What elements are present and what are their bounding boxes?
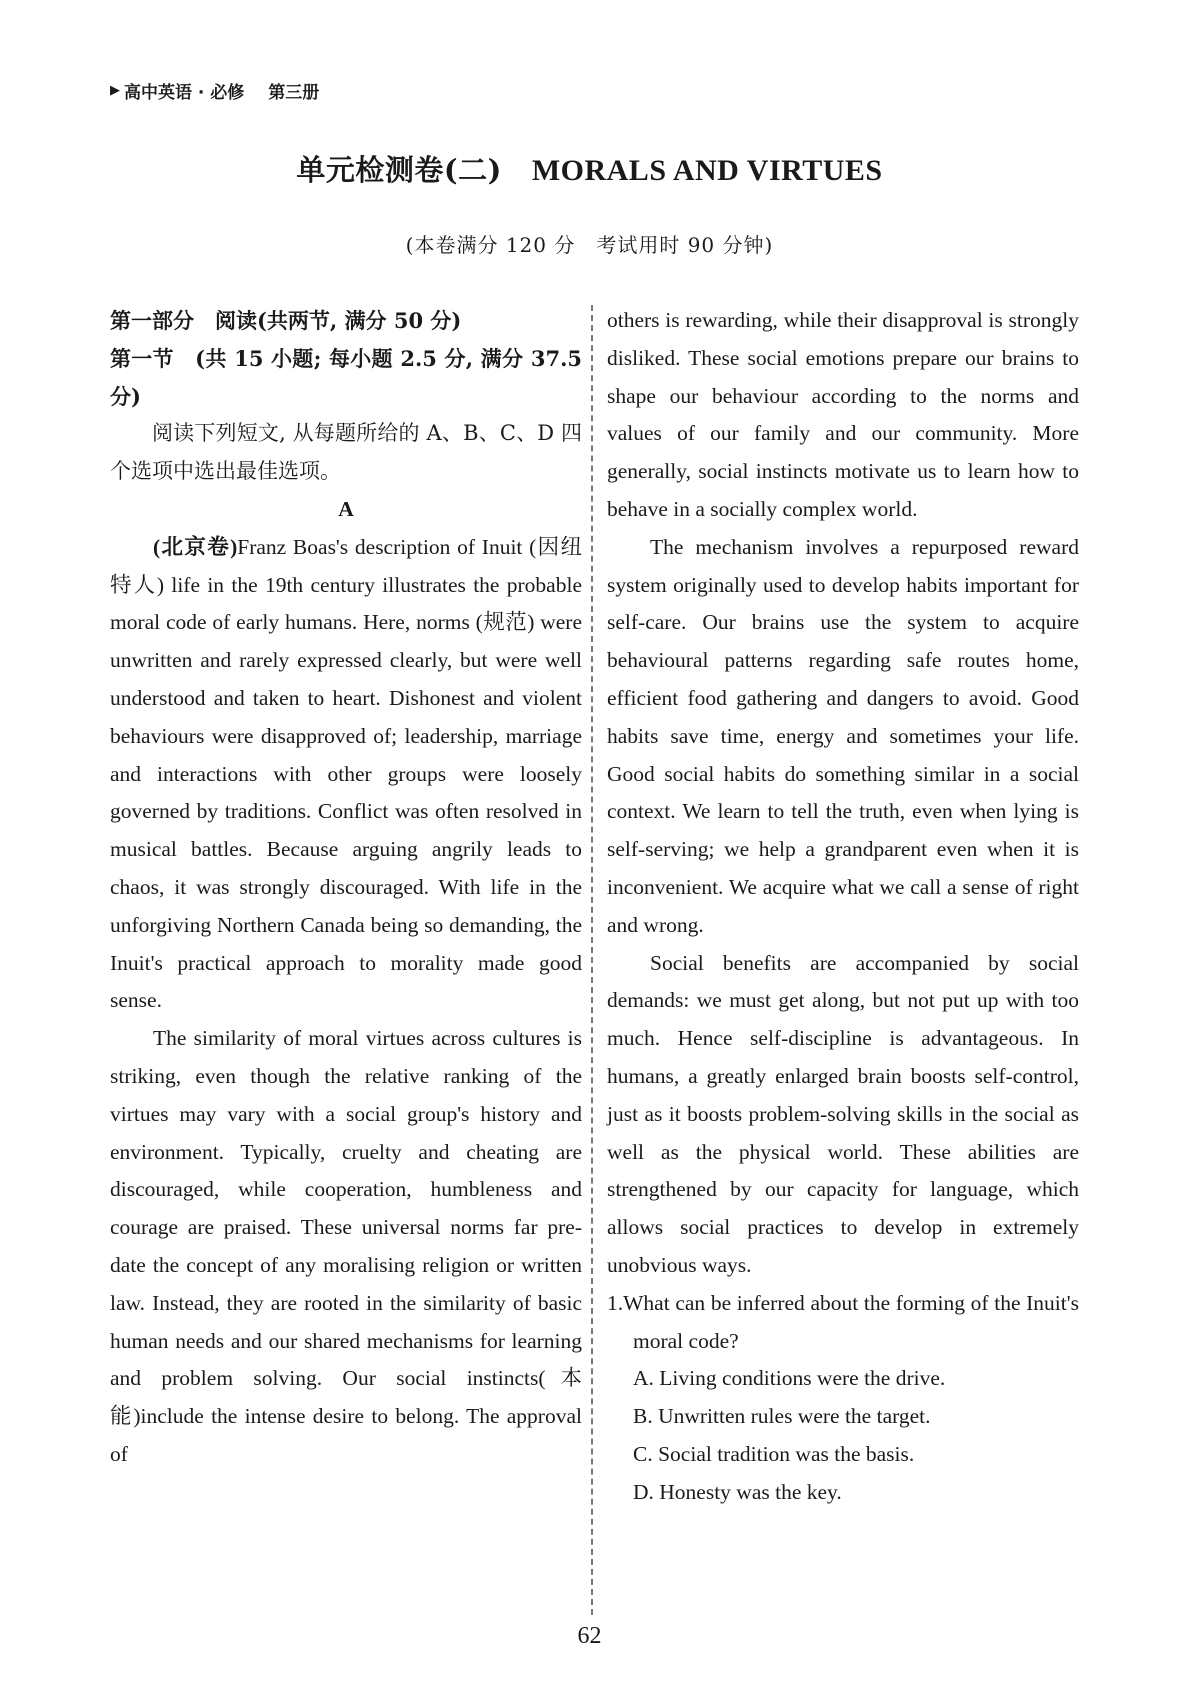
part-heading: 第一部分 阅读(共两节, 满分 50 分) bbox=[110, 308, 462, 333]
passage-paragraph-2: The similarity of moral virtues across cultures is striking, even though the relative ranking of the virtues may vary with a social group's history and environment. Typically, cruelty and cheating are discouraged, while cooperation, humbleness and courage are praised. These universal norms far pre-date the concept of any moralising religion or written law. Instead, they are rooted in the similarity of basic human needs and our shared mechanisms for learning and problem solving. Our social instincts(本能)include the intense desire to belong. The approval of bbox=[110, 1026, 582, 1466]
left-column bbox=[110, 302, 582, 1474]
arrow-icon: ▶ bbox=[110, 83, 120, 98]
right-column bbox=[607, 302, 1079, 1512]
title-cn: 单元检测卷(二) bbox=[296, 153, 502, 187]
passage-paragraph-1 bbox=[110, 529, 582, 1020]
book-name: 高中英语 · 必修 bbox=[124, 83, 245, 103]
column-divider bbox=[591, 305, 593, 1615]
question-stem: What can be inferred about the forming of the Inuit's moral code? bbox=[623, 1290, 1079, 1353]
passage-paragraph-3: The mechanism involves a repurposed reward system originally used to develop habits important for self-care. Our brains use the system to acquire behavioural patterns regarding safe routes home, efficient food gathering and dangers to avoid. Good habits save time, energy and sometimes your life. Good social habits do something similar in a social context. We learn to tell the truth, even when lying is self-serving; we help a grandparent even when it is inconvenient. We acquire what we call a sense of right and wrong. bbox=[607, 534, 1079, 937]
question-option-d: D. Honesty was the key. bbox=[633, 1479, 842, 1504]
title-en: MORALS AND VIRTUES bbox=[531, 154, 883, 187]
book-header bbox=[110, 78, 319, 103]
page-number: 62 bbox=[577, 1623, 602, 1649]
question-option-b: B. Unwritten rules were the target. bbox=[633, 1404, 931, 1429]
passage-paragraph-2-continued: others is rewarding, while their disapproval is strongly disliked. These social emotions prepare our brains to shape our behaviour according to the norms and values of our family and our community. More generally, social instincts motivate us to learn how to behave in a socially complex world. bbox=[607, 308, 1079, 521]
passage-label: A bbox=[338, 496, 354, 521]
question-1 bbox=[607, 1285, 1079, 1361]
section-heading: 第一节 (共 15 小题; 每小题 2.5 分, 满分 37.5 分) bbox=[110, 345, 582, 409]
source-label: (北京卷) bbox=[153, 534, 238, 559]
question-option-a: A. Living conditions were the drive. bbox=[633, 1366, 946, 1391]
passage-paragraph-4: Social benefits are accompanied by social demands: we must get along, but not put up with too much. Hence self-discipline is advantageous. In humans, a greatly enlarged brain boosts self-control, just as it boosts problem-solving skills in the social as well as the physical world. These abilities are strengthened by our capacity for language, which allows social practices to develop in extremely unobvious ways. bbox=[607, 950, 1079, 1277]
page-title bbox=[0, 148, 1179, 189]
question-number: 1. bbox=[607, 1290, 624, 1315]
exam-info: (本卷满分 120 分 考试用时 90 分钟) bbox=[405, 233, 774, 257]
instruction-text: 阅读下列短文, 从每题所给的 A、B、C、D 四个选项中选出最佳选项。 bbox=[110, 421, 582, 484]
question-option-c: C. Social tradition was the basis. bbox=[633, 1441, 915, 1466]
book-volume: 第三册 bbox=[268, 83, 320, 103]
paragraph-1-text: Franz Boas's description of Inuit (因纽特人) life in the 19th century illustrates the probable moral code of early humans. Here, norms (规范) were unwritten and rarely expressed clearly, but were well understood and taken to heart. Dishonest and violent behaviours were disapproved of; leadership, marriage and interactions with other groups were loosely governed by traditions. Conflict was often resolved in musical battles. Because arguing angrily leads to chaos, it was strongly discouraged. With life in the unforgiving Northern Canada being so demanding, the Inuit's practical approach to morality made good sense. bbox=[110, 534, 583, 1013]
